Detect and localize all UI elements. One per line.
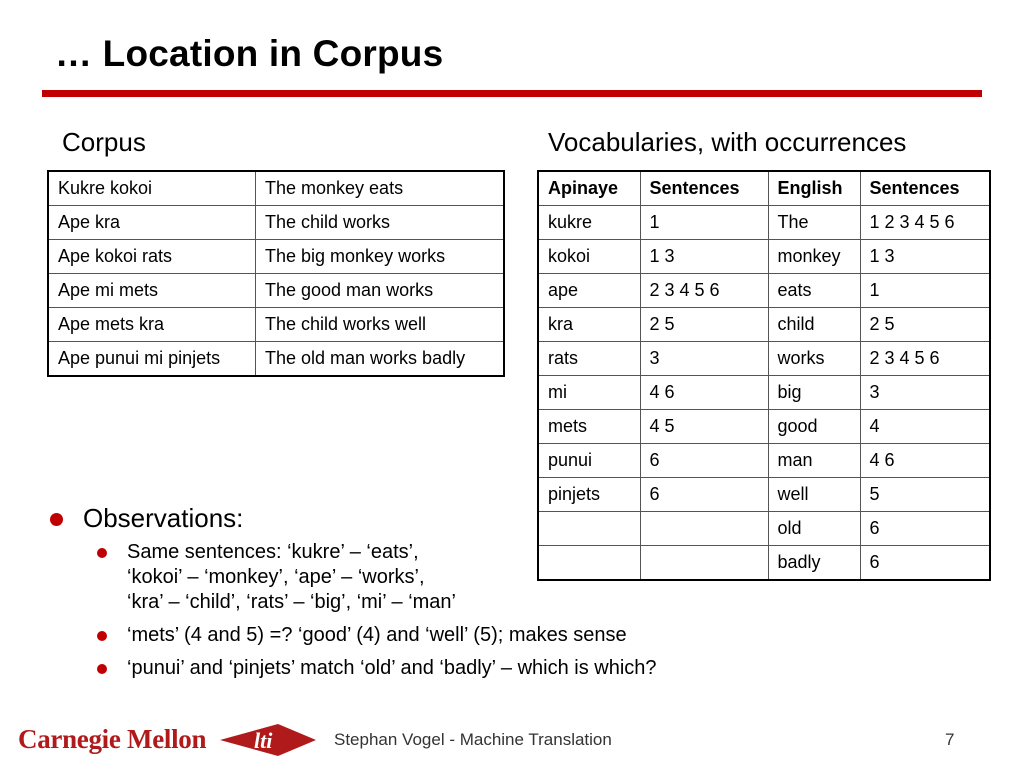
table-row: [538, 240, 990, 274]
table-row: [538, 342, 990, 376]
apinaye-occurrences: 6: [640, 444, 768, 478]
apinaye-word: ape: [538, 274, 640, 308]
table-row: [538, 308, 990, 342]
english-occurrences: 5: [860, 478, 990, 512]
apinaye-word: mets: [538, 410, 640, 444]
table-row: [538, 206, 990, 240]
english-word: big: [768, 376, 860, 410]
apinaye-occurrences: 4 6: [640, 376, 768, 410]
english-sentence: The good man works: [256, 274, 505, 308]
apinaye-word: punui: [538, 444, 640, 478]
english-occurrences: 6: [860, 546, 990, 581]
apinaye-sentence: Ape punui mi pinjets: [48, 342, 256, 377]
english-sentence: The monkey eats: [256, 171, 505, 206]
apinaye-word: pinjets: [538, 478, 640, 512]
observation-line: ‘kra’ – ‘child’, ‘rats’ – ‘big’, ‘mi’ – ‘man’: [127, 591, 456, 613]
bullet-dot-icon: [97, 548, 107, 558]
apinaye-word: mi: [538, 376, 640, 410]
observation-line: Same sentences: ‘kukre’ – ‘eats’,: [127, 541, 419, 563]
bullet-dot-icon: [97, 664, 107, 674]
apinaye-sentence: Ape mi mets: [48, 274, 256, 308]
english-occurrences: 4: [860, 410, 990, 444]
apinaye-occurrences: 4 5: [640, 410, 768, 444]
english-sentence: The child works: [256, 206, 505, 240]
observation-line: ‘mets’ (4 and 5) =? ‘good’ (4) and ‘well’ (5); makes sense: [127, 624, 627, 646]
table-row: [48, 240, 504, 274]
english-occurrences: 4 6: [860, 444, 990, 478]
svg-text:lti: lti: [254, 728, 273, 753]
english-word: man: [768, 444, 860, 478]
english-word: child: [768, 308, 860, 342]
table-row: [48, 274, 504, 308]
english-word: The: [768, 206, 860, 240]
observation-line: ‘punui’ and ‘pinjets’ match ‘old’ and ‘badly’ – which is which?: [127, 657, 657, 679]
english-sentence: The child works well: [256, 308, 505, 342]
corpus-label: Corpus: [62, 127, 146, 157]
english-word: monkey: [768, 240, 860, 274]
page-number: 7: [945, 730, 955, 749]
table-row: [538, 376, 990, 410]
observation-item: [48, 540, 748, 615]
table-row: [538, 274, 990, 308]
apinaye-occurrences: 3: [640, 342, 768, 376]
title-divider: [42, 90, 982, 97]
observation-item: [48, 656, 748, 681]
table-row: [48, 308, 504, 342]
apinaye-word: kokoi: [538, 240, 640, 274]
column-header-sentences: Sentences: [860, 171, 990, 206]
english-occurrences: 2 5: [860, 308, 990, 342]
lti-logo-icon: [218, 720, 318, 760]
observations-heading: Observations:: [83, 503, 244, 533]
english-occurrences: 1: [860, 274, 990, 308]
table-row: [538, 444, 990, 478]
footer-text: Stephan Vogel - Machine Translation: [334, 730, 612, 749]
observation-line: ‘kokoi’ – ‘monkey’, ‘ape’ – ‘works’,: [127, 566, 425, 588]
carnegie-mellon-logo: [18, 720, 318, 760]
english-sentence: The old man works badly: [256, 342, 505, 377]
table-row: [538, 410, 990, 444]
column-header-apinaye: Apinaye: [538, 171, 640, 206]
apinaye-word: kukre: [538, 206, 640, 240]
apinaye-word: kra: [538, 308, 640, 342]
table-header-row: [538, 171, 990, 206]
apinaye-sentence: Ape kra: [48, 206, 256, 240]
apinaye-sentence: Ape mets kra: [48, 308, 256, 342]
english-word: old: [768, 512, 860, 546]
apinaye-occurrences: 6: [640, 478, 768, 512]
apinaye-word: rats: [538, 342, 640, 376]
table-row: [48, 342, 504, 377]
apinaye-sentence: Ape kokoi rats: [48, 240, 256, 274]
english-word: works: [768, 342, 860, 376]
english-occurrences: 1 2 3 4 5 6: [860, 206, 990, 240]
english-word: eats: [768, 274, 860, 308]
english-word: well: [768, 478, 860, 512]
observations-list: [48, 503, 748, 689]
logo-text: Carnegie Mellon: [18, 724, 207, 754]
english-occurrences: 3: [860, 376, 990, 410]
english-word: good: [768, 410, 860, 444]
apinaye-occurrences: 1: [640, 206, 768, 240]
vocabularies-label: Vocabularies, with occurrences: [548, 127, 907, 157]
table-row: [48, 206, 504, 240]
english-occurrences: 6: [860, 512, 990, 546]
column-header-english: English: [768, 171, 860, 206]
apinaye-sentence: Kukre kokoi: [48, 171, 256, 206]
bullet-dot-icon: [97, 631, 107, 641]
corpus-table: [47, 170, 505, 377]
slide-title: … Location in Corpus: [55, 33, 444, 74]
english-occurrences: 1 3: [860, 240, 990, 274]
apinaye-occurrences: 2 5: [640, 308, 768, 342]
table-row: [48, 171, 504, 206]
apinaye-occurrences: 2 3 4 5 6: [640, 274, 768, 308]
apinaye-occurrences: 1 3: [640, 240, 768, 274]
observations-bullet: [48, 503, 748, 534]
observation-item: [48, 623, 748, 648]
column-header-sentences: Sentences: [640, 171, 768, 206]
english-occurrences: 2 3 4 5 6: [860, 342, 990, 376]
english-word: badly: [768, 546, 860, 581]
english-sentence: The big monkey works: [256, 240, 505, 274]
bullet-dot-icon: [50, 513, 63, 526]
